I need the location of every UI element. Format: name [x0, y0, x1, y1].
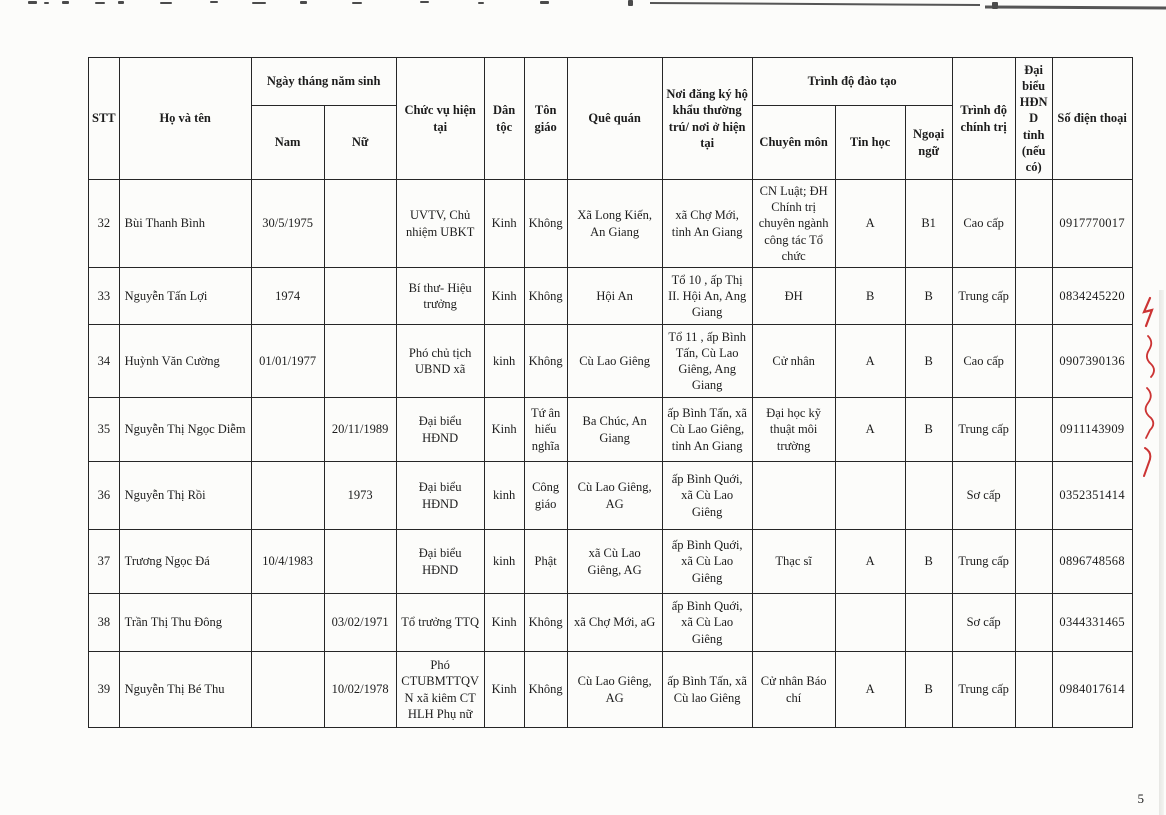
- cell-religion: Công giáo: [524, 462, 567, 530]
- cell-language: B1: [905, 180, 952, 268]
- cell-position: Phó CTUBMTTQV N xã kiêm CT HLH Phụ nữ: [396, 652, 484, 728]
- cell-it: B: [835, 268, 905, 325]
- cell-stt: 34: [89, 325, 120, 398]
- cell-position: Đại biểu HĐND: [396, 398, 484, 462]
- cell-dob-male: 01/01/1977: [251, 325, 324, 398]
- header-name: Họ và tên: [119, 58, 251, 180]
- cell-name: Nguyễn Thị Bé Thu: [119, 652, 251, 728]
- cell-dob-female: 1973: [324, 462, 396, 530]
- cell-position: Phó chủ tịch UBND xã: [396, 325, 484, 398]
- cell-political: Sơ cấp: [952, 594, 1015, 652]
- header-provincial-delegate: Đại biểu HĐN D tỉnh (nếu có): [1015, 58, 1052, 180]
- cell-residence: ấp Bình Tấn, xã Cù lao Giêng: [662, 652, 752, 728]
- table-row: [89, 462, 1133, 530]
- cell-religion: Không: [524, 594, 567, 652]
- scan-speck: [628, 0, 633, 6]
- cell-residence: ấp Bình Quới, xã Cù Lao Giêng: [662, 530, 752, 594]
- cell-provincial-delegate: [1015, 594, 1052, 652]
- table-row: [89, 325, 1133, 398]
- scan-speck: [160, 2, 172, 4]
- cell-ethnicity: Kinh: [484, 398, 524, 462]
- cell-stt: 37: [89, 530, 120, 594]
- cell-dob-male: 10/4/1983: [251, 530, 324, 594]
- cell-stt: 39: [89, 652, 120, 728]
- cell-political: Trung cấp: [952, 530, 1015, 594]
- header-it: Tin học: [835, 106, 905, 180]
- cell-religion: Không: [524, 652, 567, 728]
- cell-name: Trương Ngọc Đá: [119, 530, 251, 594]
- cell-provincial-delegate: [1015, 268, 1052, 325]
- cell-degree: ĐH: [752, 268, 835, 325]
- cell-language: B: [905, 268, 952, 325]
- header-residence: Nơi đăng ký hộ khẩu thường trú/ nơi ở hiện tại: [662, 58, 752, 180]
- cell-political: Cao cấp: [952, 180, 1015, 268]
- cell-hometown: Cù Lao Giêng: [567, 325, 662, 398]
- cell-ethnicity: kinh: [484, 462, 524, 530]
- cell-ethnicity: kinh: [484, 325, 524, 398]
- cell-residence: ấp Bình Quới, xã Cù Lao Giêng: [662, 462, 752, 530]
- cell-ethnicity: Kinh: [484, 652, 524, 728]
- cell-hometown: Ba Chúc, An Giang: [567, 398, 662, 462]
- scan-speck: [420, 1, 429, 3]
- cell-residence: Tổ 10 , ấp Thị II. Hội An, Ang Giang: [662, 268, 752, 325]
- scan-speck: [44, 2, 49, 4]
- scan-speck: [252, 2, 266, 4]
- scan-speck: [300, 1, 307, 4]
- cell-phone: 0352351414: [1052, 462, 1132, 530]
- table-row: [89, 180, 1133, 268]
- page-number: 5: [1137, 791, 1144, 806]
- cell-political: Trung cấp: [952, 268, 1015, 325]
- red-ink-annotation: [1136, 292, 1162, 482]
- header-hometown: Quê quán: [567, 58, 662, 180]
- cell-it: A: [835, 398, 905, 462]
- table-row: [89, 530, 1133, 594]
- header-stt: STT: [89, 58, 120, 180]
- cell-position: Đại biểu HĐND: [396, 530, 484, 594]
- cell-ethnicity: Kinh: [484, 180, 524, 268]
- cell-ethnicity: kinh: [484, 530, 524, 594]
- cell-degree: CN Luật; ĐH Chính trị chuyên ngành công tác Tổ chức: [752, 180, 835, 268]
- cell-dob-female: 10/02/1978: [324, 652, 396, 728]
- cell-stt: 33: [89, 268, 120, 325]
- cell-political: Sơ cấp: [952, 462, 1015, 530]
- header-ethnicity: Dân tộc: [484, 58, 524, 180]
- cell-ethnicity: Kinh: [484, 594, 524, 652]
- cell-hometown: xã Chợ Mới, aG: [567, 594, 662, 652]
- cell-dob-female: 20/11/1989: [324, 398, 396, 462]
- cell-name: Nguyễn Thị Ngọc Diễm: [119, 398, 251, 462]
- header-dob-male: Nam: [251, 106, 324, 180]
- table-row: [89, 594, 1133, 652]
- cell-ethnicity: Kinh: [484, 268, 524, 325]
- scan-speck: [95, 2, 105, 4]
- scan-speck: [210, 1, 218, 3]
- scan-speck: [352, 2, 362, 4]
- cell-position: UVTV, Chủ nhiệm UBKT: [396, 180, 484, 268]
- cell-position: Bí thư- Hiệu trưởng: [396, 268, 484, 325]
- scan-speck: [992, 2, 998, 9]
- scan-speck: [118, 1, 124, 4]
- cell-political: Trung cấp: [952, 398, 1015, 462]
- cell-name: Huỳnh Văn Cường: [119, 325, 251, 398]
- cell-religion: Không: [524, 268, 567, 325]
- header-political: Trình độ chính trị: [952, 58, 1015, 180]
- cell-hometown: xã Cù Lao Giêng, AG: [567, 530, 662, 594]
- cell-stt: 35: [89, 398, 120, 462]
- cell-dob-male: [251, 594, 324, 652]
- cell-language: B: [905, 398, 952, 462]
- scan-speck: [62, 1, 69, 4]
- header-position: Chức vụ hiện tại: [396, 58, 484, 180]
- cell-language: B: [905, 325, 952, 398]
- cell-residence: xã Chợ Mới, tỉnh An Giang: [662, 180, 752, 268]
- cell-phone: 0984017614: [1052, 652, 1132, 728]
- cell-dob-female: [324, 180, 396, 268]
- personnel-table: [88, 57, 1133, 728]
- cell-name: Nguyễn Thị Rồi: [119, 462, 251, 530]
- cell-dob-male: 1974: [251, 268, 324, 325]
- scan-edge-line: [985, 5, 1166, 9]
- header-phone: Số điện thoại: [1052, 58, 1132, 180]
- header-language: Ngoại ngữ: [905, 106, 952, 180]
- cell-dob-male: 30/5/1975: [251, 180, 324, 268]
- table-row: [89, 398, 1133, 462]
- table-header: [89, 58, 1133, 180]
- cell-position: Tổ trưởng TTQ: [396, 594, 484, 652]
- cell-residence: ấp Bình Tấn, xã Cù Lao Giêng, tỉnh An Giang: [662, 398, 752, 462]
- cell-phone: 0834245220: [1052, 268, 1132, 325]
- header-degree: Chuyên môn: [752, 106, 835, 180]
- cell-religion: Không: [524, 325, 567, 398]
- cell-dob-female: [324, 325, 396, 398]
- cell-phone: 0917770017: [1052, 180, 1132, 268]
- cell-name: Trần Thị Thu Đông: [119, 594, 251, 652]
- cell-position: Đại biểu HĐND: [396, 462, 484, 530]
- cell-provincial-delegate: [1015, 462, 1052, 530]
- header-religion: Tôn giáo: [524, 58, 567, 180]
- cell-provincial-delegate: [1015, 398, 1052, 462]
- table-row: [89, 268, 1133, 325]
- cell-it: [835, 594, 905, 652]
- cell-provincial-delegate: [1015, 530, 1052, 594]
- header-training: Trình độ đào tạo: [752, 58, 952, 106]
- scan-speck: [28, 1, 37, 4]
- cell-religion: Không: [524, 180, 567, 268]
- cell-it: [835, 462, 905, 530]
- table-row: [89, 652, 1133, 728]
- cell-hometown: Cù Lao Giêng, AG: [567, 462, 662, 530]
- header-dob: Ngày tháng năm sinh: [251, 58, 396, 106]
- header-dob-female: Nữ: [324, 106, 396, 180]
- cell-degree: Thạc sĩ: [752, 530, 835, 594]
- cell-name: Bùi Thanh Bình: [119, 180, 251, 268]
- cell-dob-male: [251, 652, 324, 728]
- cell-degree: [752, 594, 835, 652]
- cell-stt: 36: [89, 462, 120, 530]
- cell-language: [905, 594, 952, 652]
- scan-speck: [540, 1, 549, 4]
- cell-provincial-delegate: [1015, 325, 1052, 398]
- cell-it: A: [835, 180, 905, 268]
- cell-political: Cao cấp: [952, 325, 1015, 398]
- cell-dob-female: 03/02/1971: [324, 594, 396, 652]
- cell-dob-male: [251, 398, 324, 462]
- cell-hometown: Cù Lao Giêng, AG: [567, 652, 662, 728]
- cell-it: A: [835, 530, 905, 594]
- cell-degree: Đại học kỹ thuật môi trường: [752, 398, 835, 462]
- cell-degree: [752, 462, 835, 530]
- cell-hometown: Xã Long Kiến, An Giang: [567, 180, 662, 268]
- cell-it: A: [835, 325, 905, 398]
- cell-residence: ấp Bình Quới, xã Cù Lao Giêng: [662, 594, 752, 652]
- cell-phone: 0911143909: [1052, 398, 1132, 462]
- cell-stt: 38: [89, 594, 120, 652]
- cell-dob-female: [324, 530, 396, 594]
- cell-religion: Tứ ân hiếu nghĩa: [524, 398, 567, 462]
- cell-stt: 32: [89, 180, 120, 268]
- cell-political: Trung cấp: [952, 652, 1015, 728]
- cell-hometown: Hội An: [567, 268, 662, 325]
- cell-language: B: [905, 530, 952, 594]
- scan-edge-line: [650, 2, 980, 6]
- cell-phone: 0907390136: [1052, 325, 1132, 398]
- cell-name: Nguyễn Tấn Lợi: [119, 268, 251, 325]
- cell-provincial-delegate: [1015, 652, 1052, 728]
- cell-phone: 0344331465: [1052, 594, 1132, 652]
- cell-dob-male: [251, 462, 324, 530]
- cell-phone: 0896748568: [1052, 530, 1132, 594]
- cell-it: A: [835, 652, 905, 728]
- cell-provincial-delegate: [1015, 180, 1052, 268]
- cell-language: B: [905, 652, 952, 728]
- cell-degree: Cử nhân: [752, 325, 835, 398]
- cell-residence: Tổ 11 , ấp Bình Tấn, Cù Lao Giêng, Ang Giang: [662, 325, 752, 398]
- cell-religion: Phật: [524, 530, 567, 594]
- cell-dob-female: [324, 268, 396, 325]
- scan-speck: [478, 2, 484, 4]
- cell-degree: Cử nhân Báo chí: [752, 652, 835, 728]
- cell-language: [905, 462, 952, 530]
